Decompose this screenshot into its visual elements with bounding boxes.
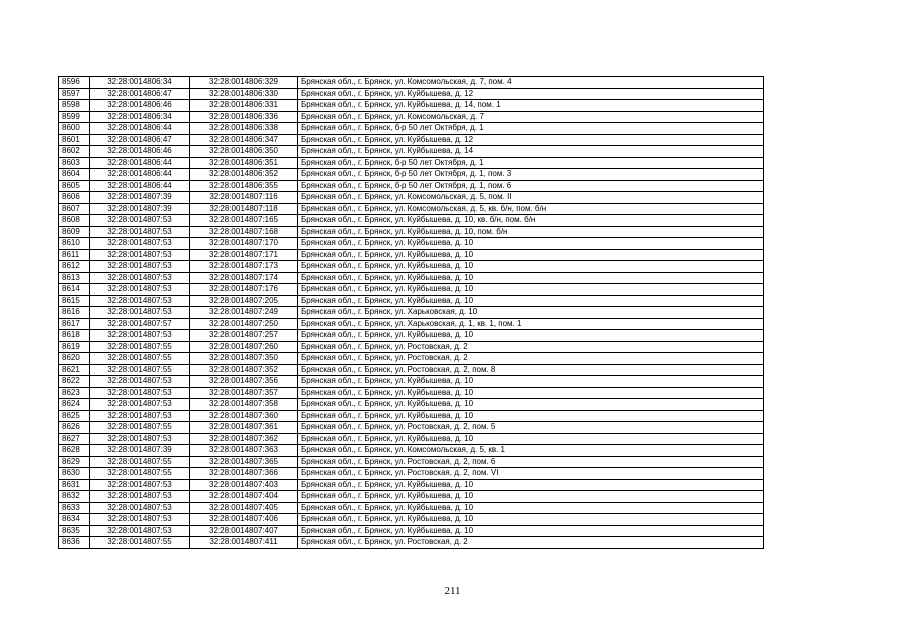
address-cell: Брянская обл., г. Брянск, ул. Комсомольская, д. 7 bbox=[298, 111, 764, 123]
parent-cadastral-number-cell: 32:28:0014807:53 bbox=[90, 284, 190, 296]
row-number-cell: 8627 bbox=[59, 433, 90, 445]
cadastral-number-cell: 32:28:0014807:350 bbox=[190, 353, 298, 365]
row-number-cell: 8636 bbox=[59, 537, 90, 549]
address-cell: Брянская обл., г. Брянск, ул. Куйбышева, д. 12 bbox=[298, 134, 764, 146]
cadastral-number-cell: 32:28:0014806:351 bbox=[190, 157, 298, 169]
address-cell: Брянская обл., г. Брянск, ул. Комсомольская, д. 5, кв. 1 bbox=[298, 445, 764, 457]
cadastral-number-cell: 32:28:0014807:362 bbox=[190, 433, 298, 445]
row-number-cell: 8615 bbox=[59, 295, 90, 307]
row-number-cell: 8619 bbox=[59, 341, 90, 353]
parent-cadastral-number-cell: 32:28:0014807:53 bbox=[90, 376, 190, 388]
address-cell: Брянская обл., г. Брянск, б-р 50 лет Октября, д. 1, пом. 6 bbox=[298, 180, 764, 192]
address-cell: Брянская обл., г. Брянск, ул. Ростовская, д. 2 bbox=[298, 353, 764, 365]
row-number-cell: 8610 bbox=[59, 238, 90, 250]
parent-cadastral-number-cell: 32:28:0014806:46 bbox=[90, 100, 190, 112]
cadastral-number-cell: 32:28:0014807:406 bbox=[190, 514, 298, 526]
cadastral-number-cell: 32:28:0014806:331 bbox=[190, 100, 298, 112]
table-row bbox=[59, 77, 764, 89]
address-cell: Брянская обл., г. Брянск, ул. Куйбышева, д. 10 bbox=[298, 238, 764, 250]
table-row bbox=[59, 215, 764, 227]
row-number-cell: 8597 bbox=[59, 88, 90, 100]
table-row bbox=[59, 330, 764, 342]
address-cell: Брянская обл., г. Брянск, ул. Куйбышева, д. 10 bbox=[298, 502, 764, 514]
table-row bbox=[59, 422, 764, 434]
parent-cadastral-number-cell: 32:28:0014807:55 bbox=[90, 422, 190, 434]
parent-cadastral-number-cell: 32:28:0014807:39 bbox=[90, 192, 190, 204]
address-cell: Брянская обл., г. Брянск, ул. Ростовская, д. 2, пом. VI bbox=[298, 468, 764, 480]
register-table-body bbox=[59, 77, 764, 549]
parent-cadastral-number-cell: 32:28:0014807:53 bbox=[90, 215, 190, 227]
table-row bbox=[59, 433, 764, 445]
row-number-cell: 8598 bbox=[59, 100, 90, 112]
row-number-cell: 8611 bbox=[59, 249, 90, 261]
table-row bbox=[59, 525, 764, 537]
parent-cadastral-number-cell: 32:28:0014806:47 bbox=[90, 88, 190, 100]
row-number-cell: 8617 bbox=[59, 318, 90, 330]
table-row bbox=[59, 341, 764, 353]
table-row bbox=[59, 399, 764, 411]
parent-cadastral-number-cell: 32:28:0014807:53 bbox=[90, 238, 190, 250]
row-number-cell: 8616 bbox=[59, 307, 90, 319]
address-cell: Брянская обл., г. Брянск, ул. Куйбышева, д. 10 bbox=[298, 387, 764, 399]
row-number-cell: 8621 bbox=[59, 364, 90, 376]
parent-cadastral-number-cell: 32:28:0014807:53 bbox=[90, 249, 190, 261]
parent-cadastral-number-cell: 32:28:0014806:34 bbox=[90, 77, 190, 89]
cadastral-number-cell: 32:28:0014807:363 bbox=[190, 445, 298, 457]
table-row bbox=[59, 180, 764, 192]
parent-cadastral-number-cell: 32:28:0014807:53 bbox=[90, 307, 190, 319]
row-number-cell: 8623 bbox=[59, 387, 90, 399]
cadastral-number-cell: 32:28:0014807:407 bbox=[190, 525, 298, 537]
address-cell: Брянская обл., г. Брянск, ул. Куйбышева, д. 14, пом. 1 bbox=[298, 100, 764, 112]
cadastral-number-cell: 32:28:0014807:170 bbox=[190, 238, 298, 250]
cadastral-number-cell: 32:28:0014807:250 bbox=[190, 318, 298, 330]
row-number-cell: 8613 bbox=[59, 272, 90, 284]
cadastral-number-cell: 32:28:0014807:366 bbox=[190, 468, 298, 480]
row-number-cell: 8612 bbox=[59, 261, 90, 273]
cadastral-number-cell: 32:28:0014807:176 bbox=[190, 284, 298, 296]
address-cell: Брянская обл., г. Брянск, ул. Куйбышева, д. 10 bbox=[298, 433, 764, 445]
table-row bbox=[59, 88, 764, 100]
row-number-cell: 8604 bbox=[59, 169, 90, 181]
address-cell: Брянская обл., г. Брянск, б-р 50 лет Октября, д. 1 bbox=[298, 157, 764, 169]
parent-cadastral-number-cell: 32:28:0014807:53 bbox=[90, 410, 190, 422]
table-row bbox=[59, 514, 764, 526]
address-cell: Брянская обл., г. Брянск, ул. Куйбышева, д. 10, пом. б/н bbox=[298, 226, 764, 238]
parent-cadastral-number-cell: 32:28:0014807:53 bbox=[90, 387, 190, 399]
row-number-cell: 8626 bbox=[59, 422, 90, 434]
row-number-cell: 8600 bbox=[59, 123, 90, 135]
row-number-cell: 8605 bbox=[59, 180, 90, 192]
table-row bbox=[59, 238, 764, 250]
cadastral-number-cell: 32:28:0014806:350 bbox=[190, 146, 298, 158]
address-cell: Брянская обл., г. Брянск, ул. Харьковская, д. 10 bbox=[298, 307, 764, 319]
address-cell: Брянская обл., г. Брянск, ул. Ростовская, д. 2 bbox=[298, 537, 764, 549]
parent-cadastral-number-cell: 32:28:0014807:55 bbox=[90, 468, 190, 480]
table-row bbox=[59, 353, 764, 365]
parent-cadastral-number-cell: 32:28:0014806:44 bbox=[90, 157, 190, 169]
parent-cadastral-number-cell: 32:28:0014807:39 bbox=[90, 203, 190, 215]
table-row bbox=[59, 157, 764, 169]
parent-cadastral-number-cell: 32:28:0014807:55 bbox=[90, 456, 190, 468]
cadastral-number-cell: 32:28:0014807:118 bbox=[190, 203, 298, 215]
address-cell: Брянская обл., г. Брянск, ул. Куйбышева, д. 10 bbox=[298, 272, 764, 284]
row-number-cell: 8601 bbox=[59, 134, 90, 146]
parent-cadastral-number-cell: 32:28:0014807:55 bbox=[90, 537, 190, 549]
parent-cadastral-number-cell: 32:28:0014806:47 bbox=[90, 134, 190, 146]
parent-cadastral-number-cell: 32:28:0014806:46 bbox=[90, 146, 190, 158]
address-cell: Брянская обл., г. Брянск, ул. Харьковская, д. 1, кв. 1, пом. 1 bbox=[298, 318, 764, 330]
row-number-cell: 8607 bbox=[59, 203, 90, 215]
cadastral-number-cell: 32:28:0014806:347 bbox=[190, 134, 298, 146]
table-row bbox=[59, 537, 764, 549]
parent-cadastral-number-cell: 32:28:0014807:53 bbox=[90, 272, 190, 284]
row-number-cell: 8625 bbox=[59, 410, 90, 422]
address-cell: Брянская обл., г. Брянск, ул. Ростовская, д. 2, пом. 5 bbox=[298, 422, 764, 434]
cadastral-number-cell: 32:28:0014807:360 bbox=[190, 410, 298, 422]
address-cell: Брянская обл., г. Брянск, б-р 50 лет Октября, д. 1 bbox=[298, 123, 764, 135]
address-cell: Брянская обл., г. Брянск, ул. Ростовская, д. 2, пом. 8 bbox=[298, 364, 764, 376]
table-row bbox=[59, 445, 764, 457]
cadastral-number-cell: 32:28:0014807:357 bbox=[190, 387, 298, 399]
row-number-cell: 8620 bbox=[59, 353, 90, 365]
row-number-cell: 8632 bbox=[59, 491, 90, 503]
cadastral-number-cell: 32:28:0014807:365 bbox=[190, 456, 298, 468]
address-cell: Брянская обл., г. Брянск, ул. Куйбышева, д. 10, кв. б/н, пом. б/н bbox=[298, 215, 764, 227]
address-cell: Брянская обл., г. Брянск, ул. Комсомольская, д. 7, пом. 4 bbox=[298, 77, 764, 89]
cadastral-number-cell: 32:28:0014807:257 bbox=[190, 330, 298, 342]
table-row bbox=[59, 479, 764, 491]
table-row bbox=[59, 295, 764, 307]
table-row bbox=[59, 169, 764, 181]
parent-cadastral-number-cell: 32:28:0014806:34 bbox=[90, 111, 190, 123]
cadastral-number-cell: 32:28:0014807:205 bbox=[190, 295, 298, 307]
row-number-cell: 8596 bbox=[59, 77, 90, 89]
parent-cadastral-number-cell: 32:28:0014807:55 bbox=[90, 353, 190, 365]
parent-cadastral-number-cell: 32:28:0014807:53 bbox=[90, 479, 190, 491]
address-cell: Брянская обл., г. Брянск, ул. Куйбышева, д. 10 bbox=[298, 261, 764, 273]
address-cell: Брянская обл., г. Брянск, ул. Куйбышева, д. 10 bbox=[298, 284, 764, 296]
address-cell: Брянская обл., г. Брянск, ул. Комсомольская, д. 5, кв. б/н, пом. б/н bbox=[298, 203, 764, 215]
table-row bbox=[59, 261, 764, 273]
row-number-cell: 8634 bbox=[59, 514, 90, 526]
table-row bbox=[59, 387, 764, 399]
cadastral-number-cell: 32:28:0014807:358 bbox=[190, 399, 298, 411]
parent-cadastral-number-cell: 32:28:0014807:55 bbox=[90, 364, 190, 376]
cadastral-number-cell: 32:28:0014807:260 bbox=[190, 341, 298, 353]
parent-cadastral-number-cell: 32:28:0014806:44 bbox=[90, 169, 190, 181]
table-row bbox=[59, 123, 764, 135]
table-row bbox=[59, 307, 764, 319]
address-cell: Брянская обл., г. Брянск, ул. Куйбышева, д. 10 bbox=[298, 399, 764, 411]
address-cell: Брянская обл., г. Брянск, ул. Куйбышева, д. 10 bbox=[298, 491, 764, 503]
table-row bbox=[59, 456, 764, 468]
row-number-cell: 8618 bbox=[59, 330, 90, 342]
row-number-cell: 8633 bbox=[59, 502, 90, 514]
cadastral-number-cell: 32:28:0014807:174 bbox=[190, 272, 298, 284]
register-table bbox=[58, 76, 764, 549]
address-cell: Брянская обл., г. Брянск, б-р 50 лет Октября, д. 1, пом. 3 bbox=[298, 169, 764, 181]
cadastral-number-cell: 32:28:0014807:173 bbox=[190, 261, 298, 273]
row-number-cell: 8614 bbox=[59, 284, 90, 296]
parent-cadastral-number-cell: 32:28:0014807:53 bbox=[90, 226, 190, 238]
table-row bbox=[59, 226, 764, 238]
cadastral-number-cell: 32:28:0014807:116 bbox=[190, 192, 298, 204]
table-row bbox=[59, 134, 764, 146]
row-number-cell: 8629 bbox=[59, 456, 90, 468]
row-number-cell: 8599 bbox=[59, 111, 90, 123]
cadastral-number-cell: 32:28:0014807:356 bbox=[190, 376, 298, 388]
parent-cadastral-number-cell: 32:28:0014807:53 bbox=[90, 399, 190, 411]
address-cell: Брянская обл., г. Брянск, ул. Куйбышева, д. 10 bbox=[298, 525, 764, 537]
cadastral-number-cell: 32:28:0014807:249 bbox=[190, 307, 298, 319]
cadastral-number-cell: 32:28:0014806:355 bbox=[190, 180, 298, 192]
cadastral-number-cell: 32:28:0014807:168 bbox=[190, 226, 298, 238]
row-number-cell: 8635 bbox=[59, 525, 90, 537]
address-cell: Брянская обл., г. Брянск, ул. Куйбышева, д. 14 bbox=[298, 146, 764, 158]
cadastral-number-cell: 32:28:0014806:329 bbox=[190, 77, 298, 89]
parent-cadastral-number-cell: 32:28:0014807:53 bbox=[90, 514, 190, 526]
parent-cadastral-number-cell: 32:28:0014806:44 bbox=[90, 123, 190, 135]
cadastral-number-cell: 32:28:0014807:361 bbox=[190, 422, 298, 434]
table-row bbox=[59, 249, 764, 261]
parent-cadastral-number-cell: 32:28:0014807:53 bbox=[90, 261, 190, 273]
table-row bbox=[59, 364, 764, 376]
parent-cadastral-number-cell: 32:28:0014807:53 bbox=[90, 295, 190, 307]
address-cell: Брянская обл., г. Брянск, ул. Комсомольская, д. 5, пом. II bbox=[298, 192, 764, 204]
row-number-cell: 8628 bbox=[59, 445, 90, 457]
table-row bbox=[59, 111, 764, 123]
row-number-cell: 8602 bbox=[59, 146, 90, 158]
cadastral-number-cell: 32:28:0014806:336 bbox=[190, 111, 298, 123]
table-row bbox=[59, 491, 764, 503]
table-row bbox=[59, 203, 764, 215]
parent-cadastral-number-cell: 32:28:0014807:55 bbox=[90, 341, 190, 353]
cadastral-number-cell: 32:28:0014807:404 bbox=[190, 491, 298, 503]
parent-cadastral-number-cell: 32:28:0014807:53 bbox=[90, 491, 190, 503]
address-cell: Брянская обл., г. Брянск, ул. Куйбышева, д. 10 bbox=[298, 295, 764, 307]
address-cell: Брянская обл., г. Брянск, ул. Куйбышева, д. 12 bbox=[298, 88, 764, 100]
table-row bbox=[59, 284, 764, 296]
parent-cadastral-number-cell: 32:28:0014807:53 bbox=[90, 525, 190, 537]
cadastral-number-cell: 32:28:0014806:352 bbox=[190, 169, 298, 181]
row-number-cell: 8631 bbox=[59, 479, 90, 491]
cadastral-number-cell: 32:28:0014807:411 bbox=[190, 537, 298, 549]
address-cell: Брянская обл., г. Брянск, ул. Куйбышева, д. 10 bbox=[298, 410, 764, 422]
cadastral-number-cell: 32:28:0014807:405 bbox=[190, 502, 298, 514]
address-cell: Брянская обл., г. Брянск, ул. Куйбышева, д. 10 bbox=[298, 330, 764, 342]
parent-cadastral-number-cell: 32:28:0014807:39 bbox=[90, 445, 190, 457]
page-number: 211 bbox=[444, 585, 461, 597]
cadastral-number-cell: 32:28:0014807:403 bbox=[190, 479, 298, 491]
row-number-cell: 8609 bbox=[59, 226, 90, 238]
row-number-cell: 8624 bbox=[59, 399, 90, 411]
address-cell: Брянская обл., г. Брянск, ул. Куйбышева, д. 10 bbox=[298, 249, 764, 261]
address-cell: Брянская обл., г. Брянск, ул. Ростовская, д. 2, пом. 6 bbox=[298, 456, 764, 468]
cadastral-number-cell: 32:28:0014806:338 bbox=[190, 123, 298, 135]
cadastral-number-cell: 32:28:0014807:352 bbox=[190, 364, 298, 376]
table-row bbox=[59, 502, 764, 514]
parent-cadastral-number-cell: 32:28:0014806:44 bbox=[90, 180, 190, 192]
parent-cadastral-number-cell: 32:28:0014807:53 bbox=[90, 433, 190, 445]
address-cell: Брянская обл., г. Брянск, ул. Ростовская, д. 2 bbox=[298, 341, 764, 353]
table-row bbox=[59, 318, 764, 330]
table-row bbox=[59, 192, 764, 204]
parent-cadastral-number-cell: 32:28:0014807:53 bbox=[90, 330, 190, 342]
table-row bbox=[59, 468, 764, 480]
cadastral-number-cell: 32:28:0014807:171 bbox=[190, 249, 298, 261]
parent-cadastral-number-cell: 32:28:0014807:57 bbox=[90, 318, 190, 330]
row-number-cell: 8622 bbox=[59, 376, 90, 388]
cadastral-number-cell: 32:28:0014807:165 bbox=[190, 215, 298, 227]
cadastral-number-cell: 32:28:0014806:330 bbox=[190, 88, 298, 100]
address-cell: Брянская обл., г. Брянск, ул. Куйбышева, д. 10 bbox=[298, 514, 764, 526]
row-number-cell: 8608 bbox=[59, 215, 90, 227]
table-row bbox=[59, 410, 764, 422]
table-row bbox=[59, 146, 764, 158]
table-row bbox=[59, 272, 764, 284]
row-number-cell: 8630 bbox=[59, 468, 90, 480]
address-cell: Брянская обл., г. Брянск, ул. Куйбышева, д. 10 bbox=[298, 376, 764, 388]
row-number-cell: 8606 bbox=[59, 192, 90, 204]
parent-cadastral-number-cell: 32:28:0014807:53 bbox=[90, 502, 190, 514]
row-number-cell: 8603 bbox=[59, 157, 90, 169]
table-row bbox=[59, 376, 764, 388]
address-cell: Брянская обл., г. Брянск, ул. Куйбышева, д. 10 bbox=[298, 479, 764, 491]
table-row bbox=[59, 100, 764, 112]
